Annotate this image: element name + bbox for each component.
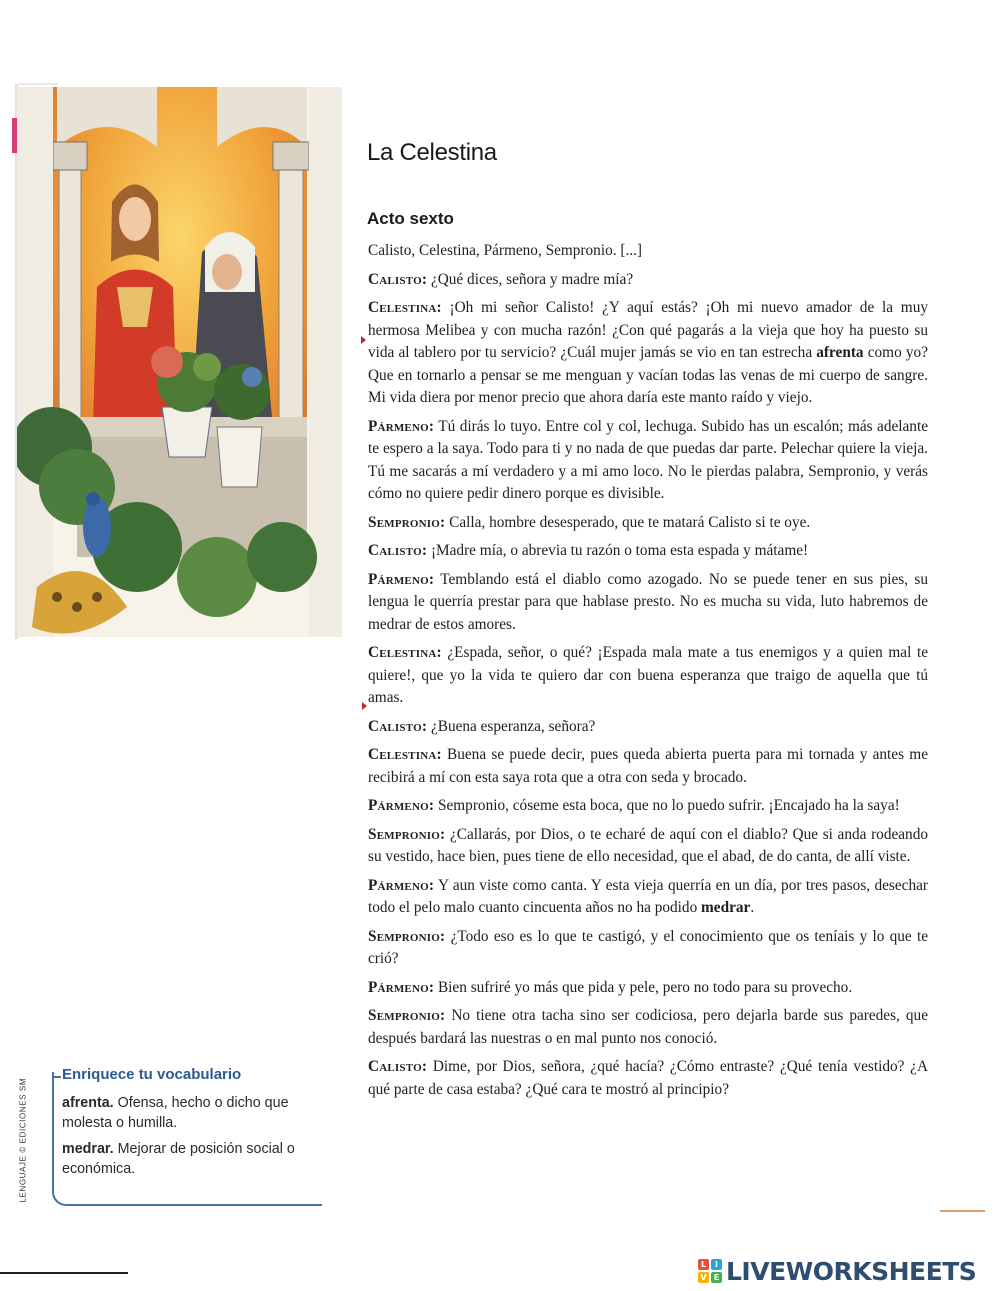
decorative-rule <box>940 1210 985 1212</box>
margin-marker <box>362 702 367 710</box>
speaker-label: Sempronio: <box>368 1007 446 1024</box>
page-title: La Celestina <box>367 139 497 166</box>
vocabulary-entry <box>62 1093 314 1133</box>
dialogue-line <box>368 416 928 506</box>
line-text: ¿Qué dices, señora y madre mía? <box>427 270 634 288</box>
line-text: Calla, hombre desesperado, que te matará Calisto si te oye. <box>445 513 811 531</box>
vocabulary-definition: Mejorar de posición social o económica. <box>62 1141 295 1177</box>
liveworksheets-icon <box>698 1259 722 1283</box>
speaker-label: Celestina: <box>368 644 442 661</box>
vocabulary-term: medrar. <box>62 1141 114 1157</box>
liveworksheets-wordmark: LIVEWORKSHEETS <box>726 1256 977 1286</box>
illustration-drawing <box>17 87 342 637</box>
line-text: No tiene otra tacha sino ser codiciosa, pero dejarla barde sus paredes, que después bardará las nuestras o en mal punto nos conoció. <box>368 1007 928 1047</box>
speaker-label: Calisto: <box>368 1058 428 1075</box>
vocab-highlight: medrar <box>701 899 751 916</box>
dialogue-line <box>368 875 928 920</box>
side-credit-text: LENGUAJE © EDICIONES SM <box>18 1077 28 1203</box>
speaker-label: Pármeno: <box>368 417 435 435</box>
dialogue-line <box>368 269 928 292</box>
play-text <box>368 240 928 1107</box>
line-text: ¿Buena esperanza, señora? <box>427 717 596 735</box>
logo-letter: I <box>711 1259 722 1270</box>
line-text: ¿Todo eso es lo que te castigó, y el conocimiento que os teníais y lo que te crió? <box>368 927 928 967</box>
act-heading: Acto sexto <box>367 209 454 228</box>
characters-line: Calisto, Celestina, Pármeno, Sempronio. [...] <box>368 242 643 259</box>
vocab-highlight: afrenta <box>816 344 864 361</box>
dialogue-line <box>368 824 928 869</box>
bottom-rule <box>0 1272 128 1274</box>
speaker-label: Calisto: <box>368 717 428 735</box>
liveworksheets-logo <box>698 1256 976 1286</box>
dialogue-line <box>368 977 928 1000</box>
line-text: . <box>750 899 755 916</box>
line-text: ¡Oh mi señor Calisto! ¿Y aquí estás? ¡Oh mi nuevo amador de la muy hermosa Melibea y con mucha razón! ¿Con qué pagarás a la vieja que hoy ha puesto su vida al tablero por tu servicio? ¿Cuál mujer jamás se vio en tan estrecha <box>368 299 928 361</box>
celestina-illustration <box>17 87 342 637</box>
line-text: Y aun viste como canta. Y esta vieja querría en un día, por tres pasos, desechar todo el pelo malo cuanto cincuenta años no ha podido <box>368 876 928 916</box>
line-text: ¡Madre mía, o abrevia tu razón o toma esta espada y mátame! <box>427 542 809 559</box>
line-text: Dime, por Dios, señora, ¿qué hacía? ¿Cómo entraste? ¿Qué tenía vestido? ¿A qué parte de casa estaba? ¿Qué cara te mostró al principio? <box>368 1058 928 1098</box>
logo-letter: V <box>698 1272 709 1283</box>
logo-letter: E <box>711 1272 722 1283</box>
dialogue-line <box>368 795 928 818</box>
page-edge-top <box>18 83 58 85</box>
speaker-label: Sempronio: <box>368 825 446 843</box>
vocabulary-entry <box>62 1139 314 1179</box>
vocabulary-box <box>52 1066 322 1206</box>
dialogue-line <box>368 512 928 535</box>
line-text: ¿Callarás, por Dios, o te echaré de aquí con el diablo? Que si anda rodeando su vestido, hace bien, pues tiene de ello necesidad, que el abad, de do canta, de allí viste. <box>368 825 928 865</box>
line-text: Bien sufriré yo más que pida y pele, pero no todo para su provecho. <box>434 978 853 996</box>
dialogue-line <box>368 744 928 789</box>
speaker-label: Pármeno: <box>368 570 435 588</box>
speaker-label: Sempronio: <box>368 927 446 945</box>
vocabulary-entries <box>54 1089 322 1179</box>
side-credit <box>16 1077 30 1205</box>
speaker-label: Calisto: <box>368 270 428 288</box>
speaker-label: Celestina: <box>368 299 442 316</box>
dialogue-line <box>368 1005 928 1050</box>
vocabulary-definition: Ofensa, hecho o dicho que molesta o humilla. <box>62 1095 289 1131</box>
logo-letter: L <box>698 1259 709 1270</box>
line-text: Sempronio, cóseme esta boca, que no lo puedo sufrir. ¡Encajado ha la saya! <box>434 797 900 814</box>
line-text: como yo? Que en tornarlo a pensar se me menguan y vacían todas las venas de mi cuerpo de sangre. Mi vida diera por menor precio que ahora daría este manto raído y viejo. <box>368 344 928 406</box>
line-text: Temblando está el diablo como azogado. No se puede tener en sus pies, su lengua le querría prestar para que hablase presto. No es mucha su vida, luto habremos de medrar de estos amores. <box>368 570 928 633</box>
dialogue-line <box>368 1056 928 1101</box>
margin-marker <box>361 336 366 344</box>
line-text: ¿Espada, señor, o qué? ¡Espada mala mate a tus enemigos y a quien mal te quiere!, que yo la vida te quiero dar con buena esperanza que traigo de aquella que tú amas. <box>368 644 928 706</box>
speaker-label: Sempronio: <box>368 513 446 531</box>
dialogue-line <box>368 297 928 410</box>
dialogue-line <box>368 926 928 971</box>
speaker-label: Celestina: <box>368 746 442 763</box>
dialogue-line <box>368 716 928 739</box>
line-text: Tú dirás lo tuyo. Entre col y col, lechuga. Subido has un escalón; más adelante te espero a la saya. Todo para ti y no nada de que puedas dar parte. Pelechar quiere la vieja. Tú me sacarás a mí verdadero y a mi amo loco. No le pierdas palabra, Sempronio, y verás cómo no quiere pedir dinero porque es divisible. <box>368 417 928 502</box>
speaker-label: Calisto: <box>368 542 428 559</box>
speaker-label: Pármeno: <box>368 876 435 894</box>
speaker-label: Pármeno: <box>368 978 435 996</box>
line-text: Buena se puede decir, pues queda abierta puerta para mi tornada y antes me recibirá a mí con esta saya rota que a otra con seda y brocado. <box>368 746 928 786</box>
dialogue-line <box>368 642 928 710</box>
vocabulary-term: afrenta. <box>62 1095 114 1111</box>
speaker-label: Pármeno: <box>368 797 435 814</box>
vocabulary-heading: Enriquece tu vocabulario <box>54 1066 322 1083</box>
dialogue-line <box>368 569 928 637</box>
dialogue-line <box>368 540 928 563</box>
